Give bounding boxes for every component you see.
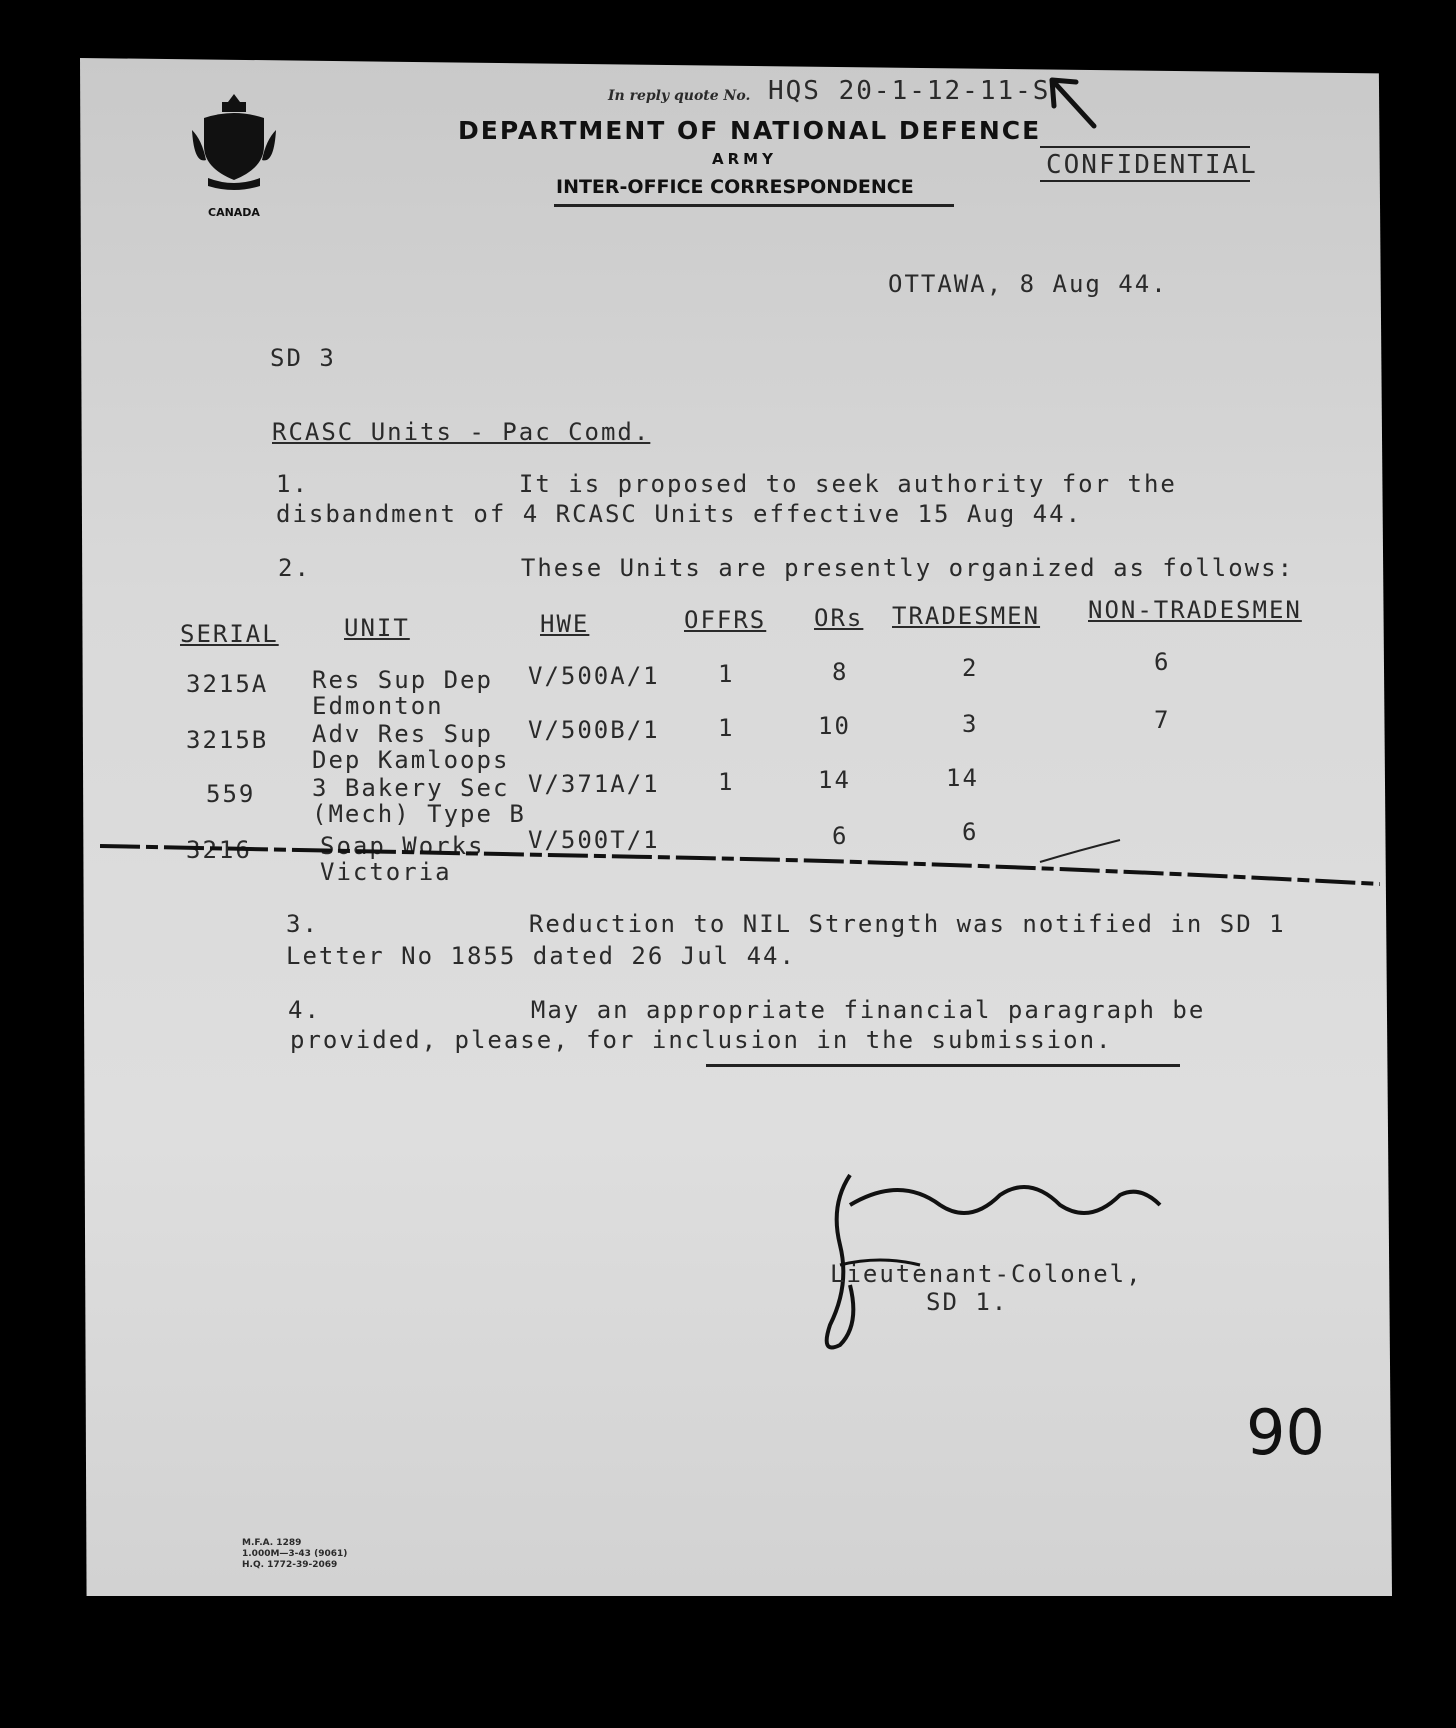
table-cell-unit-line-2: Edmonton — [312, 692, 444, 720]
table-cell-serial: 3216 — [186, 836, 252, 864]
signatory-office: SD 1. — [926, 1288, 1009, 1316]
table-cell-serial: 3215A — [186, 670, 269, 698]
dashed-separator — [706, 1064, 1180, 1067]
form-footer-line: M.F.A. 1289 — [242, 1538, 302, 1548]
table-cell-tradesmen: 14 — [946, 764, 979, 792]
canada-crest-icon — [188, 90, 280, 198]
table-header-offrs: OFFRS — [684, 606, 767, 634]
place-date: OTTAWA, 8 Aug 44. — [888, 270, 1168, 298]
table-cell-tradesmen: 3 — [962, 710, 979, 738]
paragraph-4 — [288, 996, 1205, 1024]
table-cell-unit-line-2: Dep Kamloops — [312, 746, 510, 774]
table-cell-tradesmen: 2 — [962, 654, 979, 682]
branch-title: ARMY — [712, 150, 777, 168]
classification-stamp: CONFIDENTIAL — [1046, 150, 1258, 180]
table-cell-serial: 559 — [206, 780, 256, 808]
table-cell-unit: Soap Works — [320, 832, 485, 860]
department-title: DEPARTMENT OF NATIONAL DEFENCE — [458, 116, 1042, 145]
table-header-non-tradesmen: NON-TRADESMEN — [1088, 596, 1302, 624]
table-cell-offrs: 1 — [718, 660, 735, 688]
table-cell-unit: Adv Res Sup — [312, 720, 493, 748]
paragraph-text: It is proposed to seek authority for the — [518, 470, 1177, 498]
subject-line: RCASC Units - Pac Comd. — [272, 418, 651, 446]
table-header-hwe: HWE — [540, 610, 590, 638]
table-cell-hwe: V/500T/1 — [528, 826, 660, 854]
table-cell-serial: 3215B — [186, 726, 269, 754]
correspondence-type: INTER-OFFICE CORRESPONDENCE — [556, 176, 914, 198]
reply-quote-number: HQS 20-1-12-11-S — [768, 76, 1051, 106]
stamp-bottom-line — [1040, 180, 1250, 182]
table-cell-ors: 10 — [818, 712, 851, 740]
table-cell-hwe: V/371A/1 — [528, 770, 660, 798]
signatory-title: Lieutenant-Colonel, — [830, 1260, 1143, 1288]
stamp-top-line — [1040, 146, 1250, 148]
paragraph-3-line-2: Letter No 1855 dated 26 Jul 44. — [286, 942, 796, 970]
paragraph-number: 3. — [286, 910, 319, 938]
reply-quote-label: In reply quote No. — [608, 88, 751, 104]
table-cell-hwe: V/500A/1 — [528, 662, 660, 690]
page-number: 90 — [1246, 1396, 1325, 1469]
form-footer-line: 1.000M—3-43 (9061) — [242, 1549, 348, 1559]
table-cell-non-tradesmen: 6 — [1154, 648, 1171, 676]
paragraph-text: These Units are presently organized as follows: — [520, 554, 1295, 582]
paragraph-1-line-2: disbandment of 4 RCASC Units effective 15 Aug 44. — [276, 500, 1083, 528]
paragraph-number: 2. — [278, 554, 311, 582]
paragraph-text: Reduction to NIL Strength was notified in SD 1 — [528, 910, 1286, 938]
addressee: SD 3 — [270, 344, 336, 372]
form-footer — [242, 1538, 347, 1571]
paragraph-text: May an appropriate financial paragraph be — [530, 996, 1206, 1024]
header-underline — [554, 204, 954, 207]
paragraph-1 — [276, 470, 1177, 498]
table-cell-ors: 8 — [832, 658, 849, 686]
paragraph-number: 1. — [276, 470, 309, 498]
paragraph-number: 4. — [288, 996, 321, 1024]
table-cell-non-tradesmen: 7 — [1154, 706, 1171, 734]
table-cell-ors: 6 — [832, 822, 849, 850]
table-header-serial: SERIAL — [180, 620, 279, 648]
table-cell-offrs: 1 — [718, 768, 735, 796]
arrow-mark-icon — [1042, 70, 1102, 132]
paragraph-4-line-2: provided, please, for inclusion in the submission. — [290, 1026, 1113, 1054]
table-header-ors: ORs — [814, 604, 864, 632]
table-cell-offrs: 1 — [718, 714, 735, 742]
table-header-unit: UNIT — [344, 614, 410, 642]
paragraph-2 — [278, 554, 1294, 582]
table-cell-hwe: V/500B/1 — [528, 716, 660, 744]
table-cell-ors: 14 — [818, 766, 851, 794]
table-cell-tradesmen: 6 — [962, 818, 979, 846]
strike-through-line — [100, 830, 1380, 890]
document-page — [80, 58, 1392, 1596]
table-cell-unit: Res Sup Dep — [312, 666, 493, 694]
paragraph-3 — [286, 910, 1286, 938]
crest-label: CANADA — [208, 206, 260, 219]
form-footer-line: H.Q. 1772-39-2069 — [242, 1560, 338, 1570]
table-cell-unit-line-2: (Mech) Type B — [312, 800, 526, 828]
table-cell-unit-line-2: Victoria — [320, 858, 452, 886]
table-header-tradesmen: TRADESMEN — [892, 602, 1041, 630]
table-cell-unit: 3 Bakery Sec — [312, 774, 510, 802]
